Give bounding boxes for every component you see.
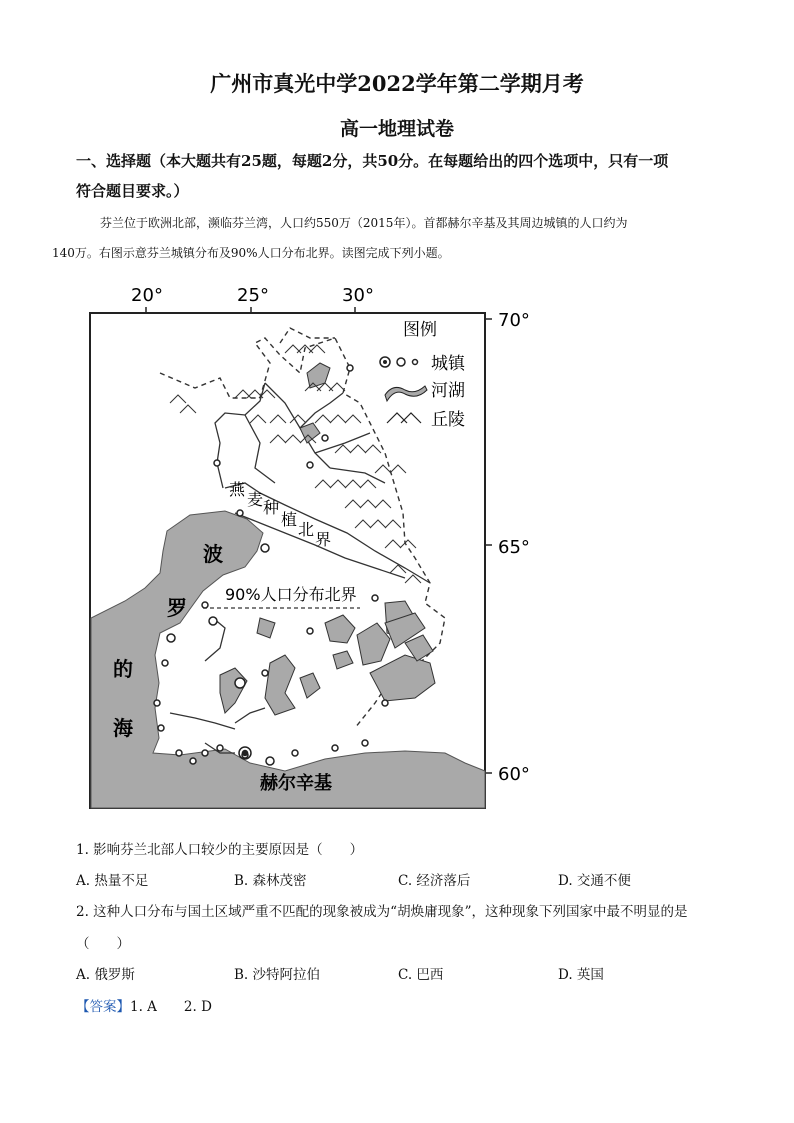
question-2-stem-line1: 2. 这种人口分布与国土区域严重不匹配的现象被成为“胡焕庸现象”，这种现象下列国家中最不明显的是	[76, 904, 688, 920]
exam-title: 广州市真光中学2022学年第二学期月考	[210, 71, 584, 96]
question-2-options	[76, 963, 676, 983]
exam-subtitle: 高一地理试卷	[339, 118, 454, 140]
section-heading-line2: 符合题目要求。）	[76, 182, 189, 200]
answer-line	[76, 995, 212, 1015]
q1-option-b[interactable]: B. 森林茂密	[234, 873, 307, 889]
legend-hill-label: 丘陵	[431, 410, 465, 430]
capital-label: 赫尔辛基	[260, 773, 332, 794]
lon-label-25: 25°	[237, 285, 269, 306]
oat-char-3: 种	[263, 498, 280, 517]
lat-label-65: 65°	[498, 537, 530, 558]
sea-char-2: 罗	[167, 596, 187, 620]
question-2-stem-line2: （ ）	[76, 936, 130, 952]
lat-label-70: 70°	[498, 310, 530, 331]
legend-title: 图例	[403, 320, 437, 340]
answer-text: 1. A 2. D	[130, 999, 212, 1015]
q2-option-b[interactable]: B. 沙特阿拉伯	[234, 967, 321, 983]
q1-option-c[interactable]: C. 经济落后	[398, 873, 471, 889]
intro-line2: 140万。右图示意芬兰城镇分布及90%人口分布北界。读图完成下列小题。	[52, 246, 450, 260]
lon-label-20: 20°	[131, 285, 163, 306]
section-heading	[76, 146, 726, 206]
population-boundary-label: 90%人口分布北界	[225, 585, 357, 604]
q2-option-c[interactable]: C. 巴西	[398, 967, 444, 983]
sea-char-3: 的	[113, 657, 133, 681]
oat-char-4: 植	[281, 510, 298, 529]
lon-label-30: 30°	[342, 285, 374, 306]
legend-river-lake-label: 河湖	[431, 381, 465, 401]
q2-option-d[interactable]: D. 英国	[558, 967, 604, 983]
intro-paragraph	[52, 208, 726, 268]
intro-line1: 芬兰位于欧洲北部，濒临芬兰湾，人口约550万（2015年）。首都赫尔辛基及其周边城镇的人口约为	[100, 216, 628, 230]
oat-char-5: 北	[298, 520, 315, 539]
question-1-stem: 1. 影响芬兰北部人口较少的主要原因是（ ）	[76, 842, 364, 858]
oat-char-1: 燕	[229, 480, 246, 499]
q1-option-a[interactable]: A. 热量不足	[76, 873, 149, 889]
sea-char-1: 波	[203, 542, 223, 566]
lat-label-60: 60°	[498, 764, 530, 785]
q1-option-d[interactable]: D. 交通不便	[558, 873, 631, 889]
finland-map	[85, 283, 535, 813]
oat-char-6: 界	[315, 530, 332, 549]
q2-option-a[interactable]: A. 俄罗斯	[76, 967, 135, 983]
section-heading-line1: 一、选择题（本大题共有25题，每题2分，共50分。在每题给出的四个选项中，只有一项	[76, 152, 669, 170]
answer-tag: 【答案】	[76, 999, 130, 1015]
oat-char-2: 麦	[247, 490, 264, 509]
sea-char-4: 海	[113, 716, 133, 740]
question-1-options	[76, 869, 676, 889]
legend-town-label: 城镇	[431, 354, 465, 374]
